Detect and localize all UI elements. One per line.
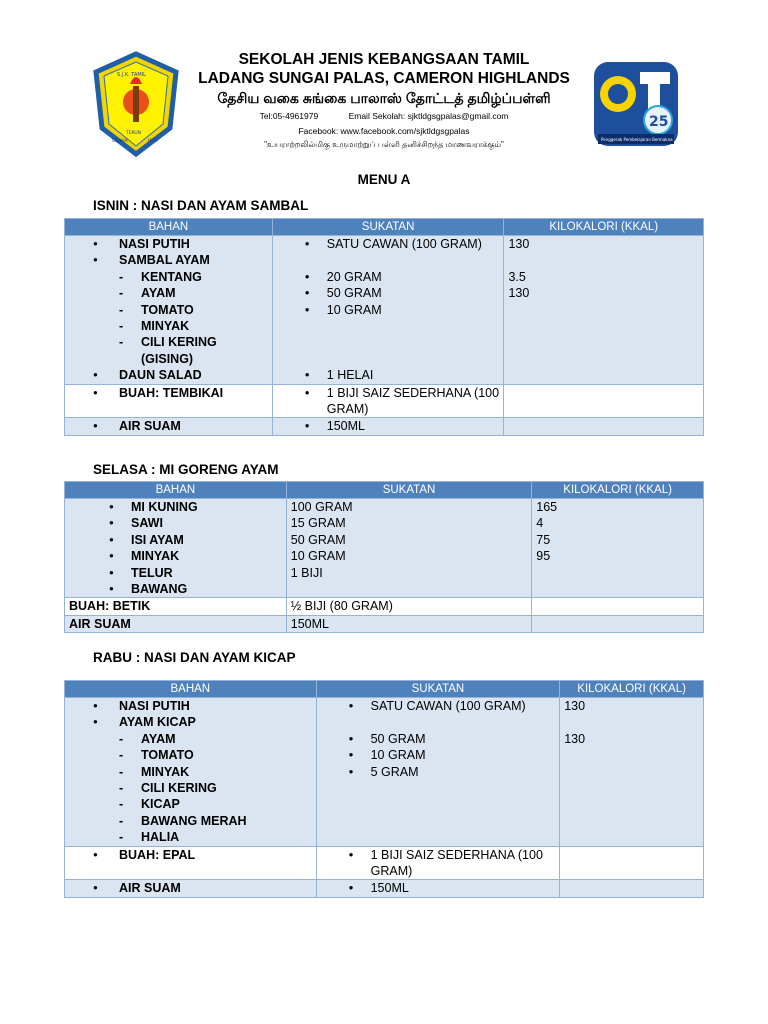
table-row — [65, 615, 704, 632]
bahan-cell — [65, 418, 273, 435]
list-item: ● 20 GRAM — [277, 269, 500, 285]
list-item: ● SAWI — [69, 515, 282, 531]
list-item: - TOMATO — [69, 747, 312, 763]
list-item: - HALIA — [69, 829, 312, 845]
table-header — [65, 681, 704, 698]
kkal-cell — [504, 236, 704, 385]
anniversary-logo — [592, 58, 680, 150]
list-item: ● MI KUNING — [69, 499, 282, 515]
bahan-cell — [65, 880, 317, 897]
list-item: ● MINYAK — [69, 548, 282, 564]
list-item: - MINYAK — [69, 764, 312, 780]
table-row — [65, 499, 704, 598]
sukatan-cell — [316, 880, 560, 897]
list-item: ● AYAM KICAP — [69, 714, 312, 730]
table-row — [65, 598, 704, 615]
table-header — [65, 482, 704, 499]
menu-title: MENU A — [357, 172, 411, 187]
svg-text:TEKUN: TEKUN — [126, 131, 142, 136]
list-item: ● 1 BIJI SAIZ SEDERHANA (100 GRAM) — [321, 847, 556, 880]
kkal-cell — [504, 418, 704, 435]
school-name-line1: SEKOLAH JENIS KEBANGSAAN TAMIL — [238, 51, 530, 68]
bahan-cell: BUAH: BETIK — [65, 598, 287, 615]
bahan-cell — [65, 846, 317, 880]
col-bahan: BAHAN — [65, 482, 287, 499]
list-item: 50 GRAM — [290, 532, 346, 547]
list-item: - TOMATO — [69, 302, 268, 318]
svg-text:JAYA: JAYA — [148, 139, 158, 144]
menu-table-rabu — [64, 680, 704, 898]
col-sukatan: SUKATAN — [316, 681, 560, 698]
school-name-tamil: தேசிய வகை சுங்கை பாலாஸ் தோட்டத் தமிழ்ப்பள்ளி — [217, 90, 551, 106]
kkal-value: 3.5 — [508, 269, 526, 284]
table-row — [65, 384, 704, 418]
sukatan-cell — [286, 499, 532, 598]
sukatan-cell: 150ML — [286, 615, 532, 632]
col-sukatan: SUKATAN — [286, 482, 532, 499]
list-item: ● AIR SUAM — [69, 880, 312, 896]
list-item: ● 50 GRAM — [277, 285, 500, 301]
kkal-cell — [560, 846, 704, 880]
svg-text:Penggerak Pembelajaran Bermakn: Penggerak Pembelajaran Bermakna — [601, 137, 673, 142]
col-sukatan: SUKATAN — [272, 219, 504, 236]
bahan-cell: AIR SUAM — [65, 615, 287, 632]
school-motto: "உயராற்றலில்மிகு உருமாற்றுப் பள்ளி தனிச்சிறந்த மாணவராக்கும்" — [264, 140, 504, 149]
list-item: 100 GRAM — [290, 500, 353, 514]
sukatan-cell — [316, 846, 560, 880]
list-item: - MINYAK — [69, 318, 268, 334]
kkal-cell — [532, 499, 704, 598]
bahan-cell — [65, 698, 317, 847]
list-item: ● BUAH: TEMBIKAI — [69, 385, 268, 401]
list-item: ● 5 GRAM — [321, 764, 556, 780]
col-kkal: KILOKALORI (KKAL) — [504, 219, 704, 236]
day-title-isnin: ISNIN : NASI DAN AYAM SAMBAL — [93, 198, 309, 213]
list-item: ● AIR SUAM — [69, 418, 268, 434]
list-item: ● ISI AYAM — [69, 532, 282, 548]
list-item: ● 10 GRAM — [321, 747, 556, 763]
table-header — [65, 219, 704, 236]
list-item: ● 150ML — [277, 418, 500, 434]
table-row — [65, 418, 704, 435]
list-item: ● BAWANG — [69, 581, 282, 597]
table-row — [65, 236, 704, 385]
list-item: ● 10 GRAM — [277, 302, 500, 318]
kkal-cell — [504, 384, 704, 418]
menu-table-isnin — [64, 218, 704, 436]
kkal-value: 75 — [536, 532, 551, 547]
list-item: ● TELUR — [69, 565, 282, 581]
list-item: 15 GRAM — [290, 516, 346, 531]
list-item: ● DAUN SALAD — [69, 367, 268, 383]
bahan-cell — [65, 499, 287, 598]
kkal-cell — [560, 880, 704, 897]
blank-line — [564, 714, 699, 730]
list-item: ● 150ML — [321, 880, 556, 896]
day-title-rabu: RABU : NASI DAN AYAM KICAP — [93, 650, 296, 665]
list-item: ● SAMBAL AYAM — [69, 252, 268, 268]
table-row — [65, 846, 704, 880]
list-item: - BAWANG MERAH — [69, 813, 312, 829]
list-item: - CILI KERING (GISING) — [69, 334, 268, 367]
svg-text:S.J.K. TAMIL: S.J.K. TAMIL — [117, 72, 146, 78]
list-item: - AYAM — [69, 731, 312, 747]
table-row — [65, 880, 704, 897]
letterhead — [0, 48, 768, 158]
blank-line — [508, 252, 699, 268]
list-item: ● NASI PUTIH — [69, 236, 268, 252]
facebook-link: Facebook: www.facebook.com/sjktldgsgpalas — [298, 126, 470, 136]
school-crest-logo — [90, 50, 182, 158]
telephone: Tel:05-4961979 — [259, 111, 319, 121]
list-item: ● BUAH: EPAL — [69, 847, 312, 863]
list-item: ● 1 BIJI SAIZ SEDERHANA (100 GRAM) — [277, 385, 500, 418]
blank-line — [277, 252, 500, 268]
kkal-value: 130 — [564, 731, 586, 746]
list-item: ● SATU CAWAN (100 GRAM) — [321, 698, 556, 714]
blank-line — [277, 334, 500, 350]
bahan-cell — [65, 236, 273, 385]
col-kkal: KILOKALORI (KKAL) — [532, 482, 704, 499]
blank-line — [277, 351, 500, 367]
kkal-value: 130 — [564, 699, 586, 713]
blank-line — [321, 714, 556, 730]
col-kkal: KILOKALORI (KKAL) — [560, 681, 704, 698]
sukatan-cell: ½ BIJI (80 GRAM) — [286, 598, 532, 615]
list-item: - KENTANG — [69, 269, 268, 285]
svg-text:25: 25 — [649, 114, 669, 130]
kkal-cell — [532, 615, 704, 632]
list-item: 10 GRAM — [290, 549, 346, 564]
sukatan-cell — [272, 418, 504, 435]
list-item: ● 1 HELAI — [277, 367, 500, 383]
list-item: - KICAP — [69, 796, 312, 812]
kkal-value: 4 — [536, 516, 544, 531]
col-bahan: BAHAN — [65, 681, 317, 698]
kkal-value: 130 — [508, 237, 530, 251]
list-item: - AYAM — [69, 285, 268, 301]
table-row — [65, 698, 704, 847]
list-item: ● NASI PUTIH — [69, 698, 312, 714]
list-item: - CILI KERING — [69, 780, 312, 796]
kkal-value: 165 — [536, 500, 558, 514]
bahan-cell — [65, 384, 273, 418]
school-name-line2: LADANG SUNGAI PALAS, CAMERON HIGHLANDS — [198, 70, 570, 87]
svg-text:USAHA: USAHA — [112, 139, 128, 144]
day-title-selasa: SELASA : MI GORENG AYAM — [93, 462, 279, 477]
list-item: ● 50 GRAM — [321, 731, 556, 747]
sukatan-cell — [316, 698, 560, 847]
school-info — [188, 50, 580, 152]
col-bahan: BAHAN — [65, 219, 273, 236]
menu-table-selasa — [64, 481, 704, 633]
email: Email Sekolah: sjktldgsgpalas@gmail.com — [348, 111, 509, 121]
sukatan-cell — [272, 236, 504, 385]
sukatan-cell — [272, 384, 504, 418]
contact-line — [188, 108, 580, 124]
kkal-value: 95 — [536, 549, 551, 564]
list-item: ● SATU CAWAN (100 GRAM) — [277, 236, 500, 252]
blank-line — [277, 318, 500, 334]
kkal-value: 130 — [508, 286, 530, 301]
kkal-cell — [560, 698, 704, 847]
kkal-cell — [532, 598, 704, 615]
list-item: 1 BIJI — [290, 565, 323, 580]
